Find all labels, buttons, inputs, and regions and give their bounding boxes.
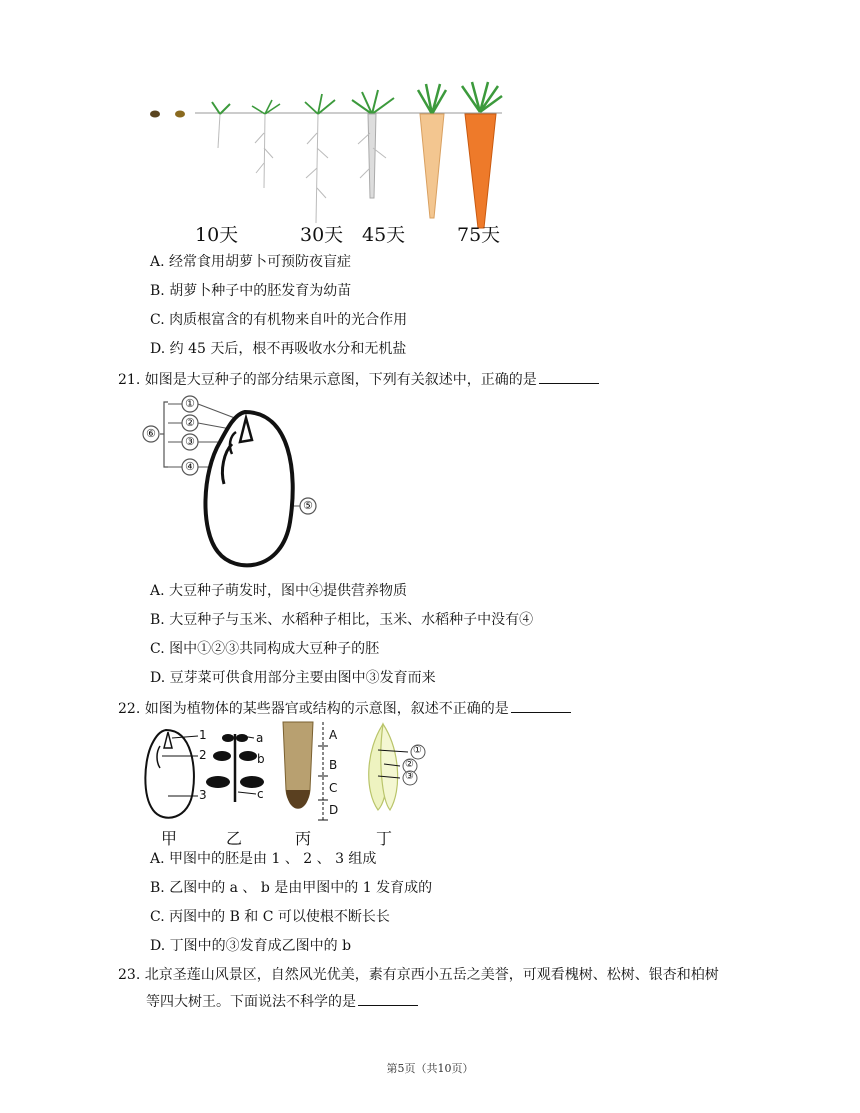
- label-4: ④: [185, 460, 195, 473]
- day-label-75: 75天: [457, 224, 501, 246]
- q20-option-c: C. 肉质根富含的有机物来自叶的光合作用: [150, 312, 408, 328]
- answer-blank[interactable]: [511, 698, 571, 713]
- label-6: ⑥: [146, 427, 156, 440]
- q21-option-d: D. 豆芽菜可供食用部分主要由图中③发育而来: [150, 670, 436, 686]
- q21-option-b: B. 大豆种子与玉米、水稻种子相比，玉米、水稻种子中没有④: [150, 612, 534, 628]
- seed-diagram-icon: [145, 730, 198, 818]
- answer-blank[interactable]: [539, 369, 599, 384]
- bud-diagram-icon: [369, 724, 425, 810]
- panel-label-ding: 丁: [376, 829, 393, 848]
- q22-stem-text: 22. 如图为植物体的某些器官或结构的示意图，叙述不正确的是: [118, 701, 509, 717]
- bud-label-1: ①: [413, 745, 422, 756]
- day-label-45: 45天: [362, 224, 406, 246]
- label-2: ②: [185, 416, 195, 429]
- soybean-seed-figure: [140, 392, 330, 578]
- label-3: ③: [185, 435, 195, 448]
- panel-label-jia: 甲: [161, 829, 178, 848]
- q20-option-d: D. 约 45 天后，根不再吸收水分和无机盐: [150, 341, 407, 357]
- q23-stem-text: 等四大树王。下面说法不科学的是: [146, 994, 356, 1010]
- q23-stem-line2: [146, 991, 418, 1011]
- q22-option-c: C. 丙图中的 B 和 C 可以使根不断长长: [150, 909, 390, 925]
- seedling-45-days-icon: [352, 90, 394, 198]
- q23-stem-line1: 23. 北京圣莲山风景区，自然风光优美，素有京西小五岳之美誉，可观看槐树、松树、银杏和柏树: [118, 967, 719, 983]
- plant-label-c: c: [257, 787, 264, 801]
- label-5: ⑤: [303, 499, 313, 512]
- seed-icon: [150, 111, 160, 118]
- seed-sprout-icon: [175, 111, 185, 118]
- q21-option-a: A. 大豆种子萌发时，图中④提供营养物质: [150, 583, 408, 599]
- root-label-a: A: [329, 728, 338, 742]
- root-label-c: C: [329, 781, 338, 795]
- panel-label-yi: 乙: [226, 829, 243, 848]
- seed-label-3: 3: [199, 788, 207, 802]
- seedling-10-days-icon: [212, 102, 230, 148]
- root-tip-diagram-icon: [283, 722, 328, 820]
- q20-option-a: A. 经常食用胡萝卜可预防夜盲症: [150, 254, 352, 270]
- plant-label-b: b: [257, 752, 265, 766]
- seed-label-2: 2: [199, 748, 207, 762]
- q20-option-b: B. 胡萝卜种子中的胚发育为幼苗: [150, 283, 352, 299]
- bud-label-2: ②: [405, 759, 414, 770]
- plant-label-a: a: [256, 731, 264, 745]
- seed-label-1: 1: [199, 728, 207, 742]
- q21-stem: [118, 369, 599, 389]
- label-1: ①: [185, 397, 195, 410]
- bud-label-3: ③: [405, 771, 414, 782]
- answer-blank[interactable]: [358, 991, 418, 1006]
- q22-option-a: A. 甲图中的胚是由 1 、 2 、 3 组成: [150, 851, 377, 867]
- q22-option-d: D. 丁图中的③发育成乙图中的 b: [150, 938, 352, 954]
- root-label-d: D: [329, 803, 339, 817]
- panel-label-bing: 丙: [295, 829, 312, 848]
- carrot-mature-icon: [462, 82, 502, 228]
- q21-option-c: C. 图中①②③共同构成大豆种子的胚: [150, 641, 380, 657]
- q21-stem-text: 21. 如图是大豆种子的部分结果示意图，下列有关叙述中，正确的是: [118, 372, 537, 388]
- root-label-b: B: [329, 758, 338, 772]
- day-label-10: 10天: [195, 224, 239, 246]
- plant-organs-figure: [138, 720, 438, 828]
- q22-option-b: B. 乙图中的 a 、 b 是由甲图中的 1 发育成的: [150, 880, 433, 896]
- q22-stem: [118, 698, 571, 718]
- page-footer: 第5页（共10页）: [386, 1062, 474, 1075]
- carrot-pale-icon: [418, 84, 446, 218]
- day-label-30: 30天: [300, 224, 344, 246]
